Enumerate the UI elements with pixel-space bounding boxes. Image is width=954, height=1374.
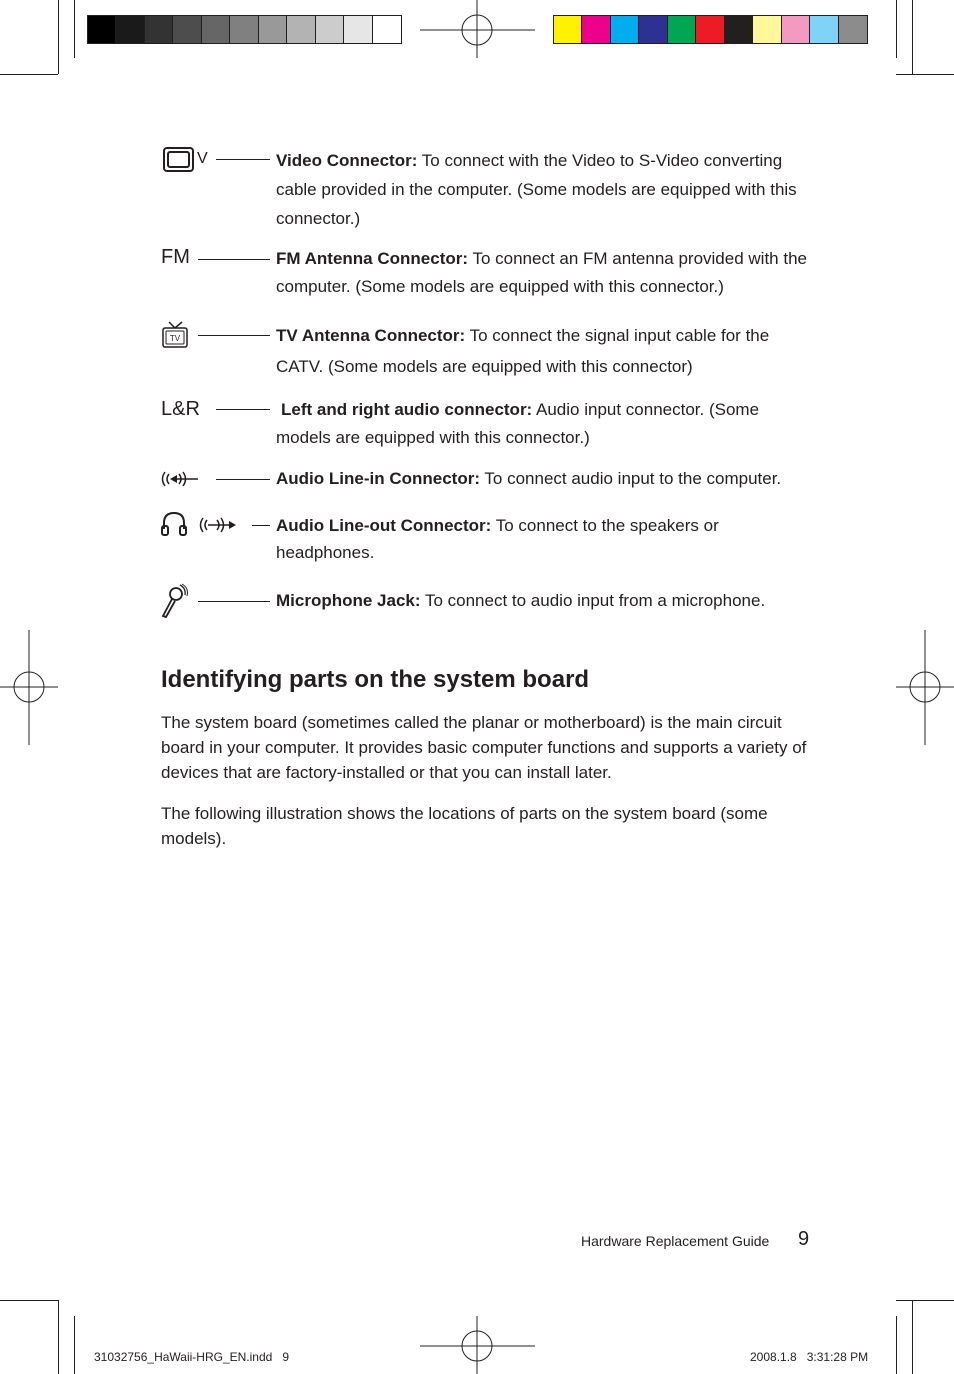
microphone-icon — [159, 584, 187, 618]
leader-line — [198, 335, 270, 336]
lr-symbol-label: L&R — [161, 398, 200, 420]
leader-line — [198, 601, 270, 602]
fm-connector-description — [276, 245, 816, 301]
registration-mark-bottom — [420, 1316, 535, 1374]
color-swatch — [88, 16, 116, 43]
color-swatch — [725, 16, 753, 43]
microphone-jack-description — [276, 588, 816, 613]
color-swatch — [810, 16, 838, 43]
microphone-jack-title: Microphone Jack: — [276, 591, 421, 610]
line-in-connector-text: To connect audio input to the computer. — [479, 469, 782, 488]
color-swatch — [116, 16, 144, 43]
line-out-connector-title: Audio Line-out Connector: — [276, 516, 492, 535]
fm-connector-title: FM Antenna Connector: — [276, 249, 469, 268]
audio-line-out-icon — [198, 515, 238, 535]
color-swatch — [554, 16, 582, 43]
registration-mark-top — [420, 0, 535, 60]
leader-line — [216, 159, 270, 160]
color-swatch — [230, 16, 258, 43]
page-number: 9 — [798, 1228, 810, 1250]
illustration-intro-paragraph: The following illustration shows the locations of parts on the system board (some models). — [161, 804, 768, 848]
color-swatch — [782, 16, 810, 43]
color-swatch — [696, 16, 724, 43]
headphones-icon — [161, 511, 187, 537]
leader-line — [216, 479, 270, 480]
section-heading: Identifying parts on the system board — [161, 666, 590, 693]
footer-guide-title: Hardware Replacement Guide — [581, 1233, 770, 1249]
tv-connector-description — [276, 320, 816, 382]
color-swatch — [639, 16, 667, 43]
fm-connector-text: To connect an FM antenna provided with the computer. (Some models are equipped with this connector.) — [276, 249, 807, 296]
fm-symbol-label: FM — [161, 246, 190, 268]
video-connector-text: To connect with the Video to S-Video converting cable provided in the computer. (Some models are equipped with this connector.) — [276, 151, 797, 228]
color-swatch — [373, 16, 401, 43]
video-symbol-label: V — [197, 150, 208, 167]
color-swatch — [753, 16, 781, 43]
color-swatch — [668, 16, 696, 43]
leader-line — [198, 259, 270, 260]
lr-connector-description — [276, 396, 816, 452]
video-connector-title: Video Connector: — [276, 151, 418, 170]
video-connector-description — [276, 146, 816, 233]
line-out-connector-description — [276, 512, 816, 566]
lr-connector-title: Left and right audio connector: — [281, 400, 533, 419]
registration-mark-left — [0, 630, 58, 745]
line-in-connector-title: Audio Line-in Connector: — [276, 469, 480, 488]
slug-timestamp: 2008.1.8 3:31:28 PM — [750, 1350, 869, 1364]
system-board-paragraph: The system board (sometimes called the planar or motherboard) is the main circuit board in your computer. It provides basic computer functions and supports a variety of devices that are factory-installed or that you can install later. — [161, 713, 807, 782]
line-out-connector-text: To connect to the speakers or headphones. — [276, 516, 719, 562]
color-swatch — [611, 16, 639, 43]
process-color-bar — [553, 15, 868, 44]
color-swatch — [173, 16, 201, 43]
color-swatch — [145, 16, 173, 43]
microphone-jack-text: To connect to audio input from a microphone. — [420, 591, 766, 610]
leader-line — [252, 525, 270, 526]
color-swatch — [259, 16, 287, 43]
grayscale-color-bar — [87, 15, 402, 44]
tv-connector-text: To connect the signal input cable for the CATV. (Some models are equipped with this connector) — [276, 326, 770, 376]
lr-connector-text: Audio input connector. (Some models are equipped with this connector.) — [276, 400, 760, 447]
leader-line — [216, 409, 270, 410]
video-connector-icon — [163, 147, 195, 173]
color-swatch — [839, 16, 867, 43]
registration-mark-right — [896, 630, 954, 745]
svg-text:TV: TV — [169, 334, 181, 343]
color-swatch — [316, 16, 344, 43]
color-swatch — [202, 16, 230, 43]
color-swatch — [287, 16, 315, 43]
color-swatch — [344, 16, 372, 43]
tv-connector-title: TV Antenna Connector: — [276, 326, 466, 345]
line-in-connector-description — [276, 466, 816, 491]
slug-filename: 31032756_HaWaii-HRG_EN.indd 9 — [94, 1350, 289, 1364]
color-swatch — [582, 16, 610, 43]
tv-antenna-icon — [162, 320, 188, 348]
audio-line-in-icon — [160, 469, 200, 489]
